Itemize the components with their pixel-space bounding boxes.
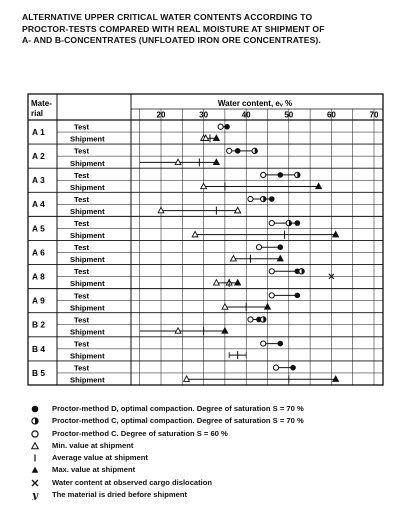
row-label-test: Test	[74, 146, 90, 156]
row-label-test: Test	[74, 339, 90, 349]
row-label-shipment: Shipment	[70, 279, 105, 289]
marker-filled-circle	[295, 293, 301, 299]
marker-filled-circle	[235, 148, 241, 154]
legend-text: Proctor-method C, optimal compaction. Degree of saturation S = 70 %	[52, 416, 304, 426]
axis-title: Water content, eᵥ %	[217, 99, 293, 108]
marker-max-triangle	[265, 304, 271, 309]
row-label-test: Test	[74, 291, 90, 301]
marker-open-circle	[256, 245, 261, 250]
tick-label: 60	[326, 110, 336, 120]
marker-min-triangle	[231, 256, 237, 261]
tick-label: 50	[284, 110, 294, 120]
legend-open-triangle-icon	[30, 441, 40, 451]
title-line: A- AND B-CONCENTRATES (UNFLOATED IRON ORE CONCENTRATES).	[22, 35, 321, 45]
material-label: A 8	[32, 271, 45, 282]
material-label: B 2	[32, 319, 46, 330]
row-label-test: Test	[74, 315, 90, 325]
marker-max-triangle	[277, 256, 283, 261]
legend-item	[30, 440, 390, 452]
row-label-shipment: Shipment	[70, 158, 105, 168]
legend-item	[30, 415, 390, 427]
row-label-shipment: Shipment	[70, 134, 105, 144]
material-header: Mate-	[31, 99, 52, 108]
marker-filled-circle	[277, 244, 283, 250]
row-label-test: Test	[74, 170, 90, 180]
marker-open-circle	[248, 317, 253, 322]
tick-label: 30	[199, 110, 209, 120]
marker-open-circle	[269, 269, 274, 274]
marker-filled-circle	[269, 196, 275, 202]
marker-open-circle	[261, 341, 266, 346]
legend-open-circle-icon	[30, 429, 40, 439]
row-label-test: Test	[74, 194, 90, 204]
row-label-shipment: Shipment	[70, 327, 105, 337]
legend-item	[30, 403, 390, 415]
material-label: A 4	[32, 199, 45, 210]
legend-filled-circle-icon	[30, 404, 40, 414]
marker-filled-circle	[277, 341, 283, 347]
material-label: A 9	[32, 295, 45, 306]
row-label-test: Test	[74, 243, 90, 253]
title-line: ALTERNATIVE UPPER CRITICAL WATER CONTENTS ACCORDING TO	[22, 12, 313, 22]
legend-item	[30, 477, 390, 489]
marker-open-circle	[269, 221, 274, 226]
material-label: A 1	[32, 126, 45, 137]
row-label-test: Test	[74, 219, 90, 228]
marker-open-circle	[261, 172, 266, 177]
tick-label: 70	[369, 110, 379, 120]
material-label: A 5	[32, 223, 45, 234]
row-label-shipment: Shipment	[70, 231, 105, 241]
marker-open-circle	[218, 124, 223, 129]
row-label-test: Test	[74, 363, 90, 373]
legend-item	[30, 464, 390, 476]
legend-cross-icon	[30, 478, 40, 488]
marker-filled-circle	[224, 124, 230, 130]
row-label-shipment: Shipment	[70, 255, 105, 265]
tick-label: 20	[156, 110, 166, 120]
material-label: A 2	[32, 151, 45, 162]
marker-filled-circle	[277, 172, 283, 178]
legend-filled-triangle-icon	[30, 465, 40, 475]
legend-text: Min. value at shipment	[52, 440, 134, 450]
legend-text: Water content at observed cargo dislocation	[52, 477, 213, 487]
row-label-shipment: Shipment	[70, 303, 105, 313]
row-label-shipment: Shipment	[70, 182, 105, 192]
marker-open-circle	[269, 293, 274, 298]
marker-open-circle	[227, 148, 232, 153]
svg-text:y: y	[32, 490, 38, 501]
marker-min-triangle	[222, 304, 228, 309]
material-label: B 4	[32, 343, 46, 354]
material-label: A 3	[32, 175, 45, 186]
row-label-shipment: Shipment	[70, 206, 105, 216]
tick-label: 40	[241, 110, 251, 120]
legend-bar-icon	[30, 453, 40, 463]
material-header: rial	[31, 109, 44, 118]
legend-item	[30, 428, 390, 440]
legend-text: Proctor-method D, optimal compaction. Degree of saturation S = 70 %	[52, 404, 304, 413]
legend-item	[30, 489, 390, 501]
legend	[30, 403, 390, 501]
row-label-shipment: Shipment	[70, 375, 105, 385]
marker-filled-circle	[295, 220, 301, 226]
marker-open-circle	[248, 196, 253, 201]
row-label-test: Test	[74, 122, 90, 132]
legend-text: Proctor-method C. Degree of saturation S = 60 %	[52, 428, 228, 438]
marker-filled-circle	[290, 365, 296, 371]
legend-text: Average value at shipment	[52, 453, 148, 463]
row-label-shipment: Shipment	[70, 351, 105, 361]
marker-max-triangle	[213, 135, 219, 140]
legend-text: Max. value at shipment	[52, 465, 136, 475]
material-label: A 6	[32, 247, 45, 258]
legend-item	[30, 452, 390, 464]
legend-y-icon	[30, 490, 40, 500]
row-label-test: Test	[74, 267, 90, 277]
marker-open-circle	[273, 365, 278, 370]
title-line: PROCTOR-TESTS COMPARED WITH REAL MOISTURE AT SHIPMENT OF	[22, 23, 325, 34]
material-label: B 5	[32, 367, 46, 378]
legend-text: The material is dried before shipment	[52, 490, 188, 500]
legend-half-circle-icon	[30, 416, 40, 426]
